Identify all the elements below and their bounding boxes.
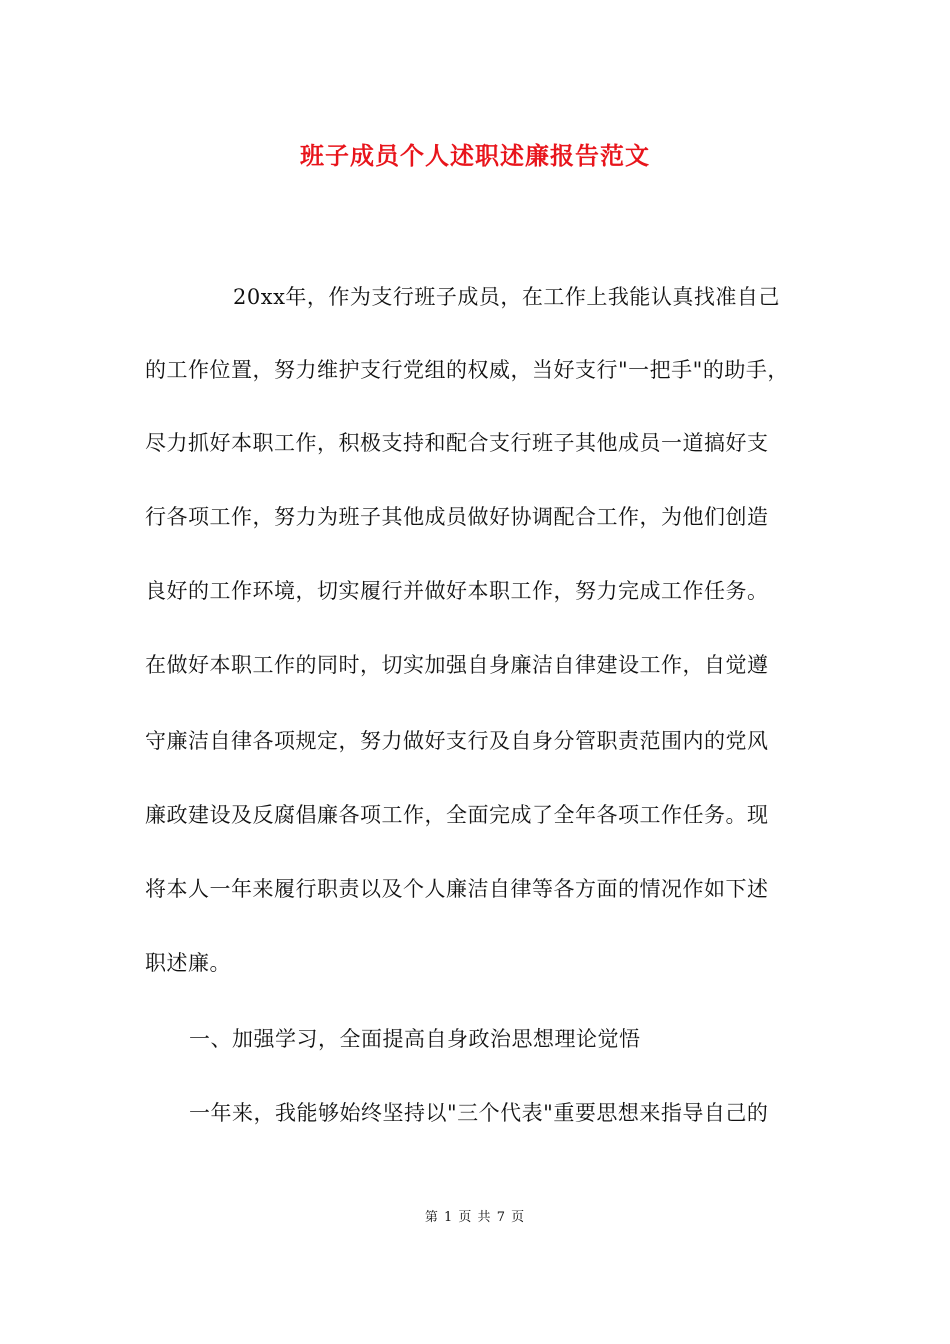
section-heading: 一、加强学习，全面提高自身政治思想理论觉悟 — [189, 1027, 641, 1051]
document-title: 班子成员个人述职述廉报告范文 — [300, 141, 650, 170]
paragraph-line: 尽力抓好本职工作，积极支持和配合支行班子其他成员一道搞好支 — [145, 431, 769, 455]
paragraph-line: 在做好本职工作的同时，切实加强自身廉洁自律建设工作，自觉遵 — [145, 653, 769, 677]
paragraph-line: 的工作位置，努力维护支行党组的权威，当好支行"一把手"的助手， — [145, 358, 789, 382]
paragraph-line: 廉政建设及反腐倡廉各项工作，全面完成了全年各项工作任务。现 — [145, 803, 769, 827]
paragraph-line: 20xx年，作为支行班子成员，在工作上我能认真找准自己 — [233, 285, 780, 309]
paragraph-line: 良好的工作环境，切实履行并做好本职工作，努力完成工作任务。 — [145, 579, 769, 603]
paragraph-line: 职述廉。 — [145, 951, 231, 975]
paragraph-line: 行各项工作，努力为班子其他成员做好协调配合工作，为他们创造 — [145, 505, 769, 529]
paragraph-line: 将本人一年来履行职责以及个人廉洁自律等各方面的情况作如下述 — [145, 877, 769, 901]
page-number-footer: 第 1 页 共 7 页 — [424, 1210, 526, 1225]
paragraph-line: 一年来，我能够始终坚持以"三个代表"重要思想来指导自己的 — [189, 1101, 769, 1125]
paragraph-line: 守廉洁自律各项规定，努力做好支行及自身分管职责范围内的党风 — [145, 729, 769, 753]
